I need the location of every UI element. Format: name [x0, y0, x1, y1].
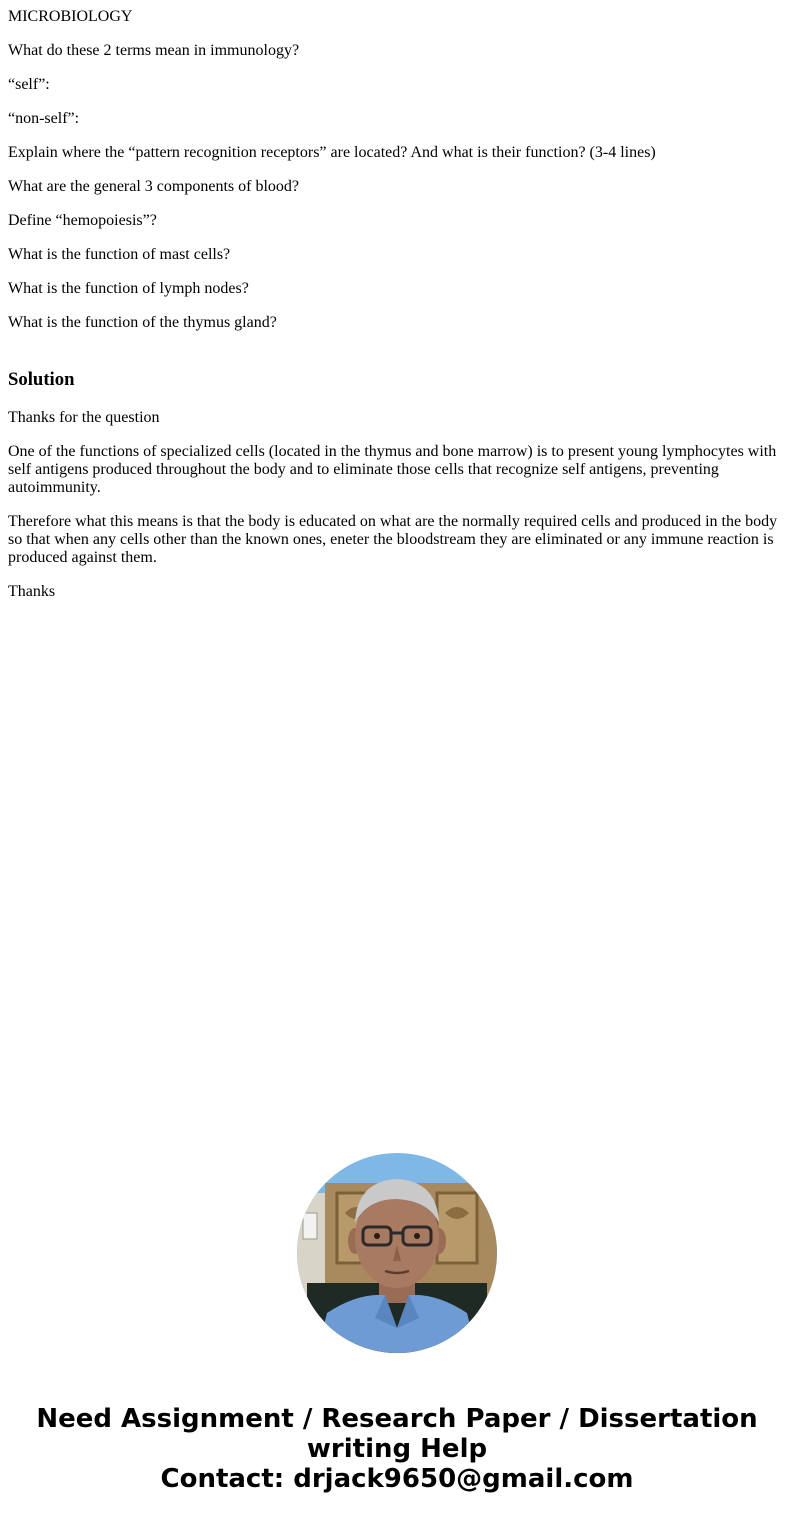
question-item: “self”:: [8, 76, 50, 93]
solution-paragraph: One of the functions of specialized cells (located in the thymus and bone marrow) is to present young lymphocytes with self antigens produced throughout the body and to eliminate those cells that recognize self antigens, preventing autoimmunity.: [8, 443, 777, 496]
question-item: What is the function of the thymus gland?: [8, 314, 277, 331]
solution-heading: Solution: [8, 369, 75, 390]
question-item: Define “hemopoiesis”?: [8, 212, 157, 229]
promo-line: writing Help: [306, 1434, 488, 1464]
question-item: Explain where the “pattern recognition receptors” are located? And what is their function? (3-4 lines): [8, 144, 656, 161]
question-item: What do these 2 terms mean in immunology?: [8, 42, 300, 59]
person-photo-icon: [297, 1153, 497, 1353]
question-item: What is the function of mast cells?: [8, 246, 231, 263]
solution-paragraph: Thanks: [8, 583, 56, 600]
solution-paragraph: Thanks for the question: [8, 409, 160, 426]
subject-title: MICROBIOLOGY: [8, 8, 133, 25]
solution-paragraph: Therefore what this means is that the body is educated on what are the normally required cells and produced in the body so that when any cells other than the known ones, eneter the bloodstream they are eliminated or any immune reaction is produced against them.: [8, 513, 778, 566]
author-avatar: [297, 1153, 497, 1353]
question-item: What are the general 3 components of blood?: [8, 178, 299, 195]
promo-line: Need Assignment / Research Paper / Dissertation: [36, 1404, 758, 1434]
question-item: What is the function of lymph nodes?: [8, 280, 249, 297]
question-item: “non-self”:: [8, 110, 80, 127]
promo-contact: Contact: drjack9650@gmail.com: [160, 1464, 634, 1494]
promo-banner: [0, 1404, 794, 1494]
